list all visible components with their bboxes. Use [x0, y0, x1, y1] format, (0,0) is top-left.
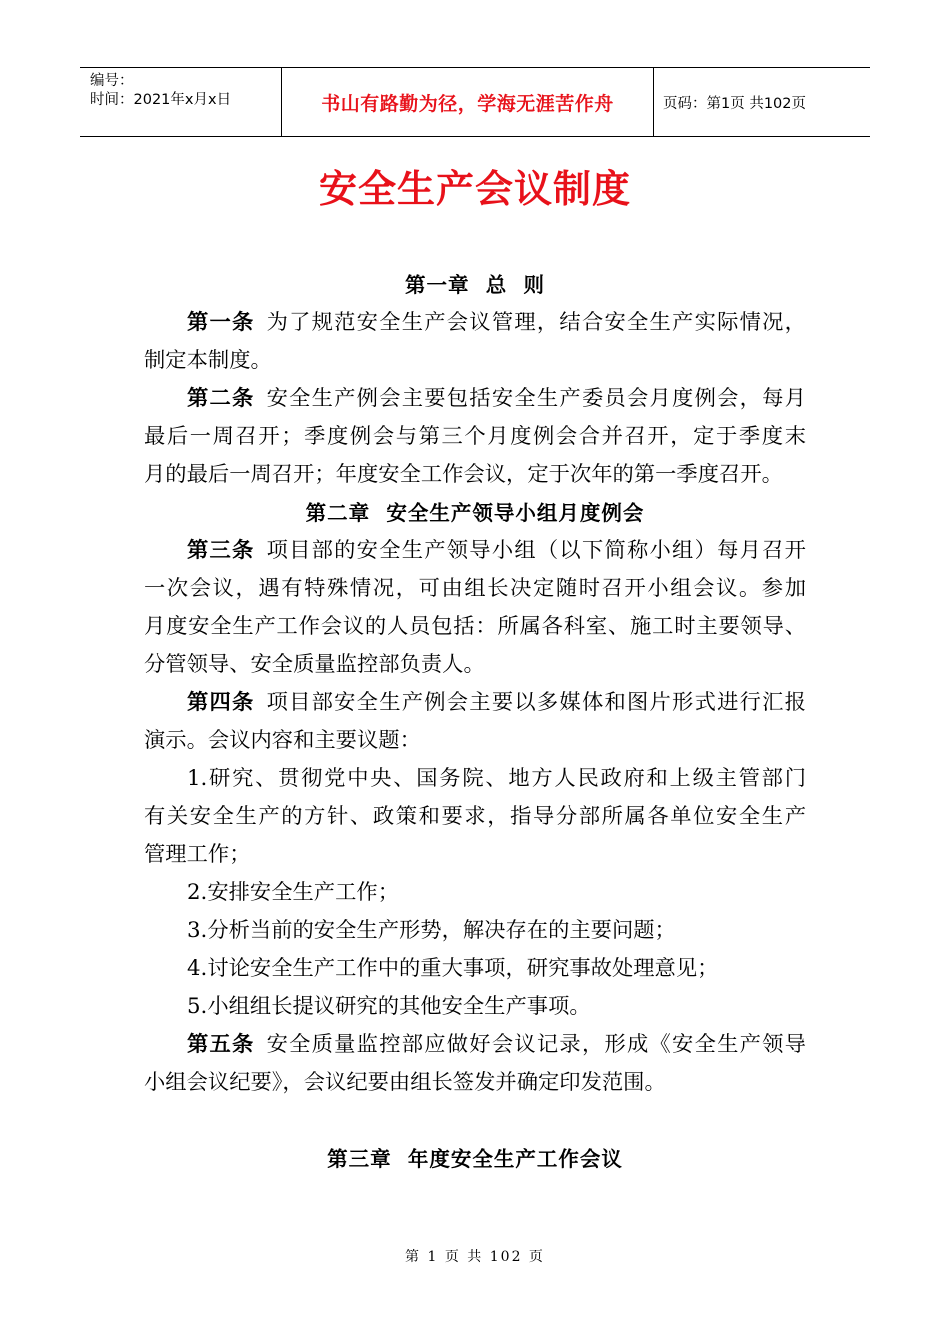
page-footer: 第 1 页 共 102 页	[405, 1249, 545, 1265]
document-body	[144, 266, 806, 1178]
header-meta	[80, 68, 281, 136]
article-3	[144, 532, 806, 684]
document-header	[80, 67, 870, 137]
article-2-text: 最后一周召开；季度例会与第三个月度例会合并召开，定于季度末	[144, 424, 806, 449]
list-item: 2.安排安全生产工作；	[187, 880, 399, 905]
header-date: 时间：2021年x月x日	[90, 92, 232, 108]
blank-line	[144, 1102, 806, 1140]
article-5-number: 第五条	[187, 1032, 255, 1057]
list-item: 有关安全生产的方针、政策和要求，指导分部所属各单位安全生产	[144, 804, 806, 829]
list-item: 1.研究、贯彻党中央、国务院、地方人民政府和上级主管部门	[187, 766, 806, 791]
chapter-2-heading: 第二章 安全生产领导小组月度例会	[305, 501, 645, 525]
list-item: 3.分析当前的安全生产形势，解决存在的主要问题；	[187, 918, 676, 943]
article-3-number: 第三条	[187, 538, 255, 563]
article-3-text: 一次会议，遇有特殊情况，可由组长决定随时召开小组会议。参加	[144, 576, 806, 601]
article-5	[144, 1026, 806, 1102]
article-2	[144, 380, 806, 494]
article-2-number: 第二条	[187, 386, 255, 411]
article-5-text: 小组会议纪要》，会议纪要由组长签发并确定印发范围。	[144, 1070, 666, 1095]
article-3-text: 月度安全生产工作会议的人员包括：所属各科室、施工时主要领导、	[144, 614, 806, 639]
article-2-text: 月的最后一周召开；年度安全工作会议，定于次年的第一季度召开。	[144, 462, 783, 487]
header-motto: 书山有路勤为径，学海无涯苦作舟	[281, 68, 654, 136]
document-title: 安全生产会议制度	[318, 167, 631, 211]
article-1-number: 第一条	[187, 310, 255, 335]
chapter-3-heading: 第三章 年度安全生产工作会议	[327, 1147, 623, 1171]
article-2-text: 安全生产例会主要包括安全生产委员会月度例会，每月	[266, 386, 806, 411]
list-item: 5.小组组长提议研究的其他安全生产事项。	[187, 994, 591, 1019]
article-1-text: 为了规范安全生产会议管理，结合安全生产实际情况，	[266, 310, 806, 335]
article-4-text: 项目部安全生产例会主要以多媒体和图片形式进行汇报	[266, 690, 806, 715]
article-4	[144, 684, 806, 1026]
article-3-text: 分管领导、安全质量监控部负责人。	[144, 652, 485, 677]
article-1-text: 制定本制度。	[144, 348, 272, 373]
list-item: 管理工作；	[144, 842, 251, 867]
list-item: 4.讨论安全生产工作中的重大事项，研究事故处理意见；	[187, 956, 719, 981]
article-1	[144, 304, 806, 380]
header-number-label: 编号：	[90, 73, 134, 89]
article-4-number: 第四条	[187, 690, 255, 715]
article-4-text: 演示。会议内容和主要议题：	[144, 728, 421, 753]
article-5-text: 安全质量监控部应做好会议记录，形成《安全生产领导	[266, 1032, 806, 1057]
article-3-text: 项目部的安全生产领导小组（以下简称小组）每月召开	[266, 538, 806, 563]
header-page-info: 页码：第1页 共102页	[663, 95, 807, 112]
chapter-1-heading: 第一章 总 则	[404, 273, 546, 297]
